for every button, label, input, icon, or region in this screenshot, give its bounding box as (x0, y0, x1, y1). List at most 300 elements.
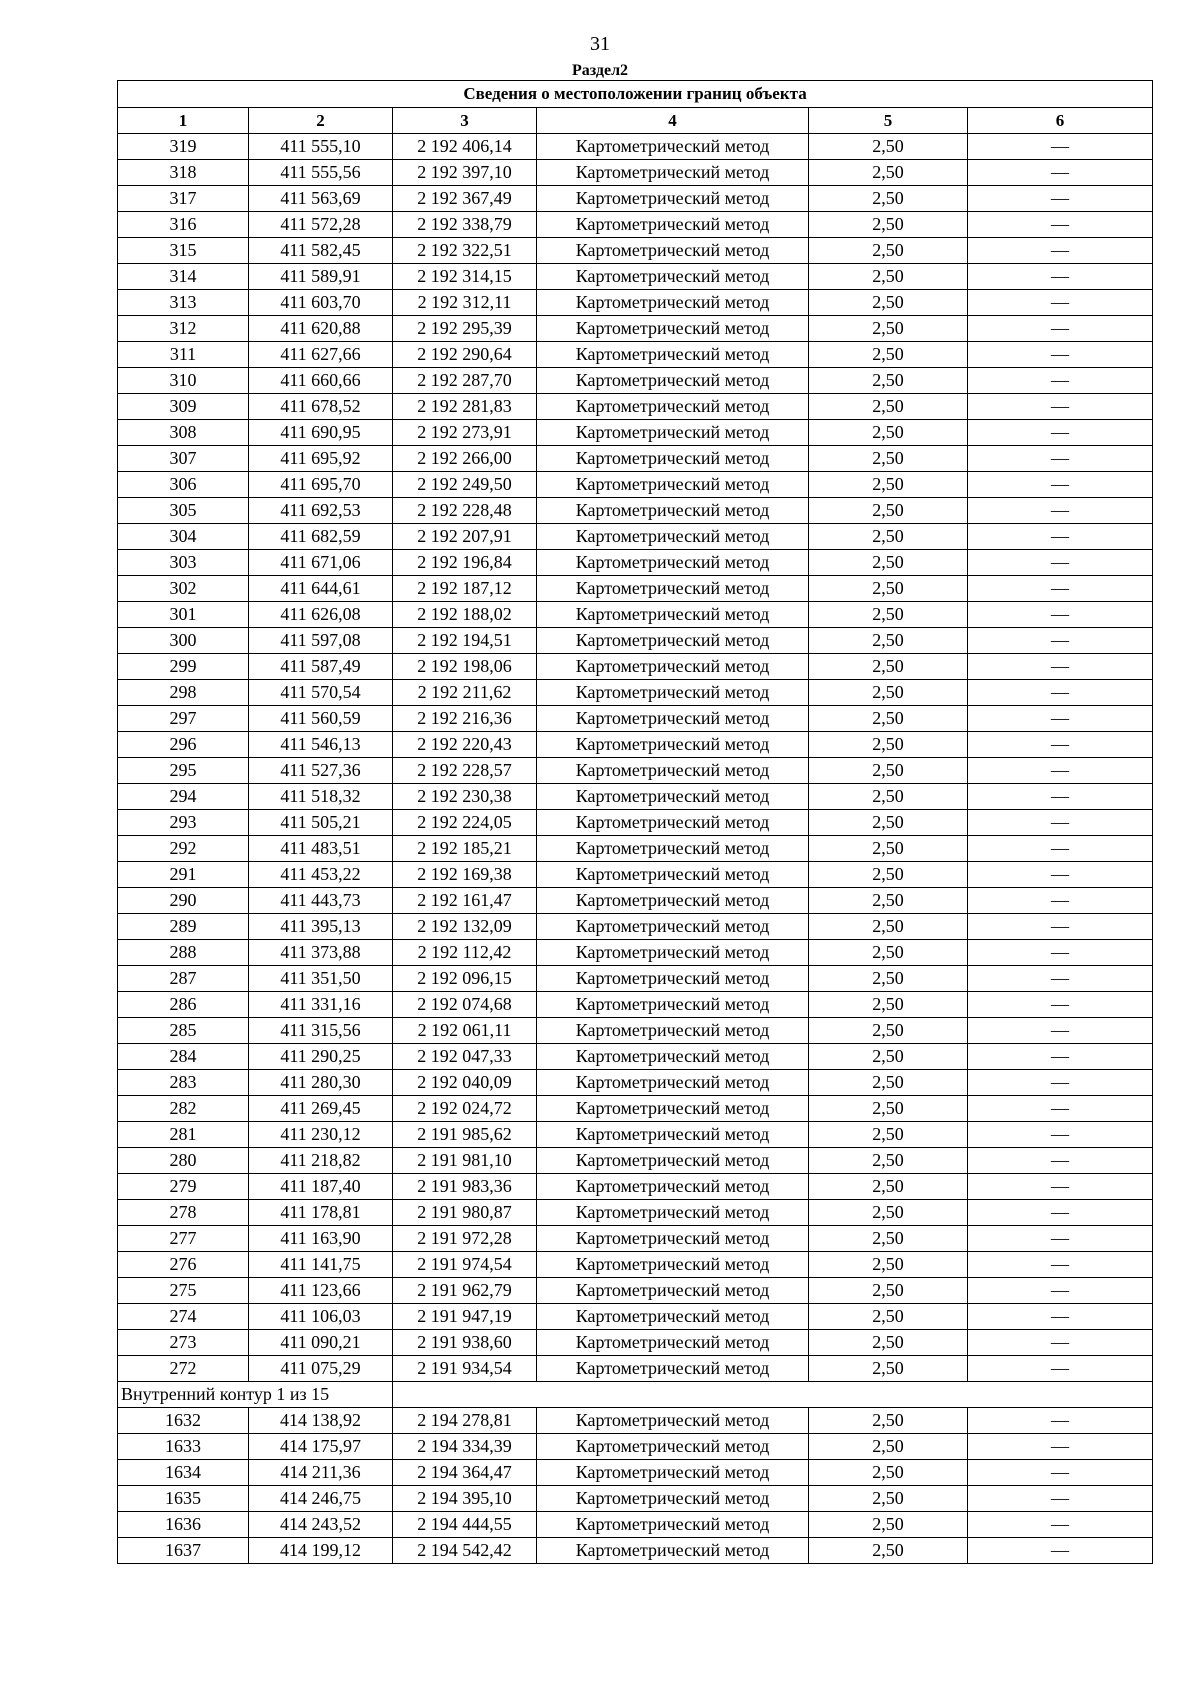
cell-description: — (968, 940, 1153, 966)
cell-accuracy: 2,50 (809, 1200, 968, 1226)
cell-point-number: 1636 (118, 1512, 249, 1538)
cell-description: — (968, 862, 1153, 888)
cell-y-coordinate: 2 191 983,36 (393, 1174, 537, 1200)
cell-x-coordinate: 411 351,50 (249, 966, 393, 992)
cell-x-coordinate: 411 331,16 (249, 992, 393, 1018)
cell-method: Картометрический метод (537, 342, 809, 368)
cell-y-coordinate: 2 191 980,87 (393, 1200, 537, 1226)
table-row (118, 420, 1153, 446)
cell-y-coordinate: 2 192 061,11 (393, 1018, 537, 1044)
page-number: 31 (590, 33, 610, 55)
cell-point-number: 1634 (118, 1460, 249, 1486)
cell-accuracy: 2,50 (809, 186, 968, 212)
cell-x-coordinate: 411 373,88 (249, 940, 393, 966)
cell-x-coordinate: 411 290,25 (249, 1044, 393, 1070)
table-row (118, 940, 1153, 966)
cell-point-number: 1637 (118, 1538, 249, 1564)
table-row (118, 1200, 1153, 1226)
cell-x-coordinate: 411 090,21 (249, 1330, 393, 1356)
table-row (118, 862, 1153, 888)
cell-x-coordinate: 411 603,70 (249, 290, 393, 316)
cell-accuracy: 2,50 (809, 1538, 968, 1564)
cell-point-number: 306 (118, 472, 249, 498)
cell-method: Картометрический метод (537, 134, 809, 160)
cell-x-coordinate: 411 230,12 (249, 1122, 393, 1148)
cell-description: — (968, 1018, 1153, 1044)
cell-x-coordinate: 411 163,90 (249, 1226, 393, 1252)
column-header-4: 4 (537, 108, 809, 134)
table-row (118, 1252, 1153, 1278)
cell-x-coordinate: 411 589,91 (249, 264, 393, 290)
cell-accuracy: 2,50 (809, 1174, 968, 1200)
cell-method: Картометрический метод (537, 264, 809, 290)
cell-description: — (968, 1356, 1153, 1382)
cell-point-number: 281 (118, 1122, 249, 1148)
table-row (118, 654, 1153, 680)
table-row (118, 1408, 1153, 1434)
cell-accuracy: 2,50 (809, 1122, 968, 1148)
cell-description: — (968, 368, 1153, 394)
cell-method: Картометрический метод (537, 628, 809, 654)
cell-accuracy: 2,50 (809, 602, 968, 628)
cell-accuracy: 2,50 (809, 446, 968, 472)
cell-point-number: 295 (118, 758, 249, 784)
cell-accuracy: 2,50 (809, 212, 968, 238)
table-row (118, 524, 1153, 550)
cell-description: — (968, 654, 1153, 680)
cell-y-coordinate: 2 192 249,50 (393, 472, 537, 498)
cell-description: — (968, 160, 1153, 186)
cell-y-coordinate: 2 192 194,51 (393, 628, 537, 654)
cell-accuracy: 2,50 (809, 134, 968, 160)
cell-description: — (968, 1330, 1153, 1356)
cell-point-number: 297 (118, 706, 249, 732)
cell-description: — (968, 1512, 1153, 1538)
cell-point-number: 287 (118, 966, 249, 992)
cell-method: Картометрический метод (537, 446, 809, 472)
cell-method: Картометрический метод (537, 862, 809, 888)
column-header-6: 6 (968, 108, 1153, 134)
cell-point-number: 317 (118, 186, 249, 212)
column-header-row (118, 108, 1153, 134)
cell-x-coordinate: 411 527,36 (249, 758, 393, 784)
cell-accuracy: 2,50 (809, 472, 968, 498)
cell-x-coordinate: 411 218,82 (249, 1148, 393, 1174)
table-row (118, 264, 1153, 290)
subsection-filler (393, 1382, 1153, 1408)
table-row (118, 1434, 1153, 1460)
cell-accuracy: 2,50 (809, 160, 968, 186)
cell-point-number: 294 (118, 784, 249, 810)
cell-description: — (968, 1096, 1153, 1122)
cell-method: Картометрический метод (537, 498, 809, 524)
cell-x-coordinate: 411 178,81 (249, 1200, 393, 1226)
cell-accuracy: 2,50 (809, 1252, 968, 1278)
cell-description: — (968, 992, 1153, 1018)
table-row (118, 368, 1153, 394)
cell-method: Картометрический метод (537, 940, 809, 966)
cell-y-coordinate: 2 191 947,19 (393, 1304, 537, 1330)
cell-accuracy: 2,50 (809, 1044, 968, 1070)
cell-point-number: 1633 (118, 1434, 249, 1460)
cell-y-coordinate: 2 192 047,33 (393, 1044, 537, 1070)
cell-method: Картометрический метод (537, 238, 809, 264)
cell-x-coordinate: 414 211,36 (249, 1460, 393, 1486)
table-row (118, 888, 1153, 914)
cell-method: Картометрический метод (537, 1148, 809, 1174)
cell-description: — (968, 784, 1153, 810)
cell-description: — (968, 1278, 1153, 1304)
cell-accuracy: 2,50 (809, 732, 968, 758)
cell-description: — (968, 836, 1153, 862)
cell-y-coordinate: 2 192 198,06 (393, 654, 537, 680)
cell-y-coordinate: 2 192 132,09 (393, 914, 537, 940)
cell-method: Картометрический метод (537, 1174, 809, 1200)
cell-method: Картометрический метод (537, 1486, 809, 1512)
cell-description: — (968, 134, 1153, 160)
cell-x-coordinate: 411 572,28 (249, 212, 393, 238)
cell-point-number: 284 (118, 1044, 249, 1070)
cell-x-coordinate: 414 199,12 (249, 1538, 393, 1564)
cell-point-number: 1632 (118, 1408, 249, 1434)
cell-description: — (968, 914, 1153, 940)
cell-accuracy: 2,50 (809, 1018, 968, 1044)
table-row (118, 1174, 1153, 1200)
cell-description: — (968, 1408, 1153, 1434)
table-row (118, 472, 1153, 498)
cell-description: — (968, 1304, 1153, 1330)
cell-accuracy: 2,50 (809, 264, 968, 290)
cell-accuracy: 2,50 (809, 862, 968, 888)
table-row (118, 1018, 1153, 1044)
cell-method: Картометрический метод (537, 1434, 809, 1460)
cell-description: — (968, 758, 1153, 784)
cell-y-coordinate: 2 191 938,60 (393, 1330, 537, 1356)
cell-accuracy: 2,50 (809, 1304, 968, 1330)
cell-accuracy: 2,50 (809, 1434, 968, 1460)
cell-x-coordinate: 411 187,40 (249, 1174, 393, 1200)
cell-y-coordinate: 2 192 161,47 (393, 888, 537, 914)
cell-accuracy: 2,50 (809, 1096, 968, 1122)
cell-point-number: 315 (118, 238, 249, 264)
table-row (118, 342, 1153, 368)
cell-accuracy: 2,50 (809, 1148, 968, 1174)
cell-accuracy: 2,50 (809, 1070, 968, 1096)
cell-y-coordinate: 2 192 228,48 (393, 498, 537, 524)
cell-accuracy: 2,50 (809, 1330, 968, 1356)
cell-y-coordinate: 2 192 074,68 (393, 992, 537, 1018)
cell-description: — (968, 498, 1153, 524)
column-header-3: 3 (393, 108, 537, 134)
cell-method: Картометрический метод (537, 316, 809, 342)
table-row (118, 498, 1153, 524)
cell-description: — (968, 238, 1153, 264)
cell-accuracy: 2,50 (809, 1512, 968, 1538)
cell-y-coordinate: 2 194 542,42 (393, 1538, 537, 1564)
cell-accuracy: 2,50 (809, 940, 968, 966)
cell-method: Картометрический метод (537, 758, 809, 784)
table-row (118, 1096, 1153, 1122)
cell-accuracy: 2,50 (809, 914, 968, 940)
cell-accuracy: 2,50 (809, 524, 968, 550)
cell-point-number: 290 (118, 888, 249, 914)
cell-description: — (968, 524, 1153, 550)
cell-y-coordinate: 2 192 040,09 (393, 1070, 537, 1096)
cell-point-number: 282 (118, 1096, 249, 1122)
cell-method: Картометрический метод (537, 1408, 809, 1434)
cell-method: Картометрический метод (537, 680, 809, 706)
cell-x-coordinate: 411 443,73 (249, 888, 393, 914)
cell-method: Картометрический метод (537, 784, 809, 810)
cell-x-coordinate: 411 660,66 (249, 368, 393, 394)
cell-x-coordinate: 411 555,10 (249, 134, 393, 160)
cell-method: Картометрический метод (537, 1304, 809, 1330)
cell-description: — (968, 1122, 1153, 1148)
cell-accuracy: 2,50 (809, 316, 968, 342)
cell-method: Картометрический метод (537, 1330, 809, 1356)
cell-method: Картометрический метод (537, 576, 809, 602)
cell-point-number: 278 (118, 1200, 249, 1226)
cell-method: Картометрический метод (537, 1252, 809, 1278)
cell-y-coordinate: 2 192 406,14 (393, 134, 537, 160)
table-caption-row (118, 81, 1153, 108)
cell-description: — (968, 316, 1153, 342)
cell-description: — (968, 342, 1153, 368)
cell-point-number: 314 (118, 264, 249, 290)
cell-accuracy: 2,50 (809, 1408, 968, 1434)
cell-point-number: 310 (118, 368, 249, 394)
cell-description: — (968, 1538, 1153, 1564)
cell-x-coordinate: 411 546,13 (249, 732, 393, 758)
cell-y-coordinate: 2 194 334,39 (393, 1434, 537, 1460)
cell-x-coordinate: 411 141,75 (249, 1252, 393, 1278)
cell-y-coordinate: 2 191 962,79 (393, 1278, 537, 1304)
cell-description: — (968, 966, 1153, 992)
cell-point-number: 292 (118, 836, 249, 862)
cell-method: Картометрический метод (537, 914, 809, 940)
cell-method: Картометрический метод (537, 602, 809, 628)
cell-point-number: 1635 (118, 1486, 249, 1512)
cell-y-coordinate: 2 192 112,42 (393, 940, 537, 966)
cell-description: — (968, 1148, 1153, 1174)
cell-method: Картометрический метод (537, 524, 809, 550)
table-row (118, 1512, 1153, 1538)
table-caption: Сведения о местоположении границ объекта (118, 81, 1153, 108)
section-title: Раздел2 (571, 62, 629, 79)
cell-method: Картометрический метод (537, 836, 809, 862)
table-row (118, 1070, 1153, 1096)
cell-y-coordinate: 2 192 169,38 (393, 862, 537, 888)
cell-description: — (968, 212, 1153, 238)
cell-x-coordinate: 411 620,88 (249, 316, 393, 342)
cell-x-coordinate: 411 555,56 (249, 160, 393, 186)
cell-point-number: 280 (118, 1148, 249, 1174)
cell-accuracy: 2,50 (809, 966, 968, 992)
cell-point-number: 288 (118, 940, 249, 966)
cell-y-coordinate: 2 192 322,51 (393, 238, 537, 264)
cell-y-coordinate: 2 192 196,84 (393, 550, 537, 576)
cell-y-coordinate: 2 192 224,05 (393, 810, 537, 836)
table-row (118, 680, 1153, 706)
cell-method: Картометрический метод (537, 550, 809, 576)
cell-y-coordinate: 2 192 287,70 (393, 368, 537, 394)
cell-x-coordinate: 411 682,59 (249, 524, 393, 550)
cell-method: Картометрический метод (537, 160, 809, 186)
cell-method: Картометрический метод (537, 472, 809, 498)
cell-description: — (968, 472, 1153, 498)
cell-accuracy: 2,50 (809, 394, 968, 420)
table-row (118, 784, 1153, 810)
cell-y-coordinate: 2 192 188,02 (393, 602, 537, 628)
cell-point-number: 277 (118, 1226, 249, 1252)
column-header-5: 5 (809, 108, 968, 134)
cell-accuracy: 2,50 (809, 420, 968, 446)
table-row (118, 810, 1153, 836)
cell-method: Картометрический метод (537, 212, 809, 238)
cell-point-number: 283 (118, 1070, 249, 1096)
cell-method: Картометрический метод (537, 888, 809, 914)
table-row (118, 316, 1153, 342)
cell-y-coordinate: 2 191 972,28 (393, 1226, 537, 1252)
cell-y-coordinate: 2 192 228,57 (393, 758, 537, 784)
cell-x-coordinate: 414 175,97 (249, 1434, 393, 1460)
cell-accuracy: 2,50 (809, 576, 968, 602)
cell-x-coordinate: 411 505,21 (249, 810, 393, 836)
cell-y-coordinate: 2 192 367,49 (393, 186, 537, 212)
cell-method: Картометрический метод (537, 420, 809, 446)
table-row (118, 1278, 1153, 1304)
cell-x-coordinate: 414 246,75 (249, 1486, 393, 1512)
cell-point-number: 316 (118, 212, 249, 238)
cell-y-coordinate: 2 192 312,11 (393, 290, 537, 316)
table-row (118, 186, 1153, 212)
cell-description: — (968, 1460, 1153, 1486)
cell-description: — (968, 186, 1153, 212)
cell-x-coordinate: 411 315,56 (249, 1018, 393, 1044)
cell-accuracy: 2,50 (809, 680, 968, 706)
cell-point-number: 299 (118, 654, 249, 680)
cell-accuracy: 2,50 (809, 784, 968, 810)
table-row (118, 602, 1153, 628)
cell-description: — (968, 810, 1153, 836)
cell-description: — (968, 680, 1153, 706)
cell-point-number: 279 (118, 1174, 249, 1200)
cell-accuracy: 2,50 (809, 1460, 968, 1486)
cell-x-coordinate: 411 587,49 (249, 654, 393, 680)
cell-method: Картометрический метод (537, 810, 809, 836)
table-row (118, 628, 1153, 654)
cell-description: — (968, 888, 1153, 914)
cell-x-coordinate: 411 395,13 (249, 914, 393, 940)
cell-point-number: 285 (118, 1018, 249, 1044)
cell-x-coordinate: 411 678,52 (249, 394, 393, 420)
cell-x-coordinate: 411 644,61 (249, 576, 393, 602)
cell-method: Картометрический метод (537, 1512, 809, 1538)
cell-point-number: 273 (118, 1330, 249, 1356)
cell-point-number: 301 (118, 602, 249, 628)
cell-method: Картометрический метод (537, 1460, 809, 1486)
cell-x-coordinate: 414 138,92 (249, 1408, 393, 1434)
table-row (118, 992, 1153, 1018)
cell-y-coordinate: 2 192 024,72 (393, 1096, 537, 1122)
cell-description: — (968, 1070, 1153, 1096)
cell-method: Картометрический метод (537, 706, 809, 732)
cell-point-number: 302 (118, 576, 249, 602)
cell-description: — (968, 1252, 1153, 1278)
cell-y-coordinate: 2 192 211,62 (393, 680, 537, 706)
cell-x-coordinate: 411 627,66 (249, 342, 393, 368)
cell-method: Картометрический метод (537, 394, 809, 420)
cell-accuracy: 2,50 (809, 342, 968, 368)
cell-y-coordinate: 2 192 290,64 (393, 342, 537, 368)
cell-point-number: 275 (118, 1278, 249, 1304)
cell-y-coordinate: 2 192 207,91 (393, 524, 537, 550)
table-row (118, 966, 1153, 992)
table-row (118, 394, 1153, 420)
table-row (118, 1226, 1153, 1252)
table-row (118, 732, 1153, 758)
boundary-coordinates-table (117, 80, 1153, 1564)
cell-description: — (968, 628, 1153, 654)
cell-point-number: 291 (118, 862, 249, 888)
cell-accuracy: 2,50 (809, 550, 968, 576)
cell-description: — (968, 576, 1153, 602)
cell-accuracy: 2,50 (809, 1356, 968, 1382)
cell-accuracy: 2,50 (809, 290, 968, 316)
cell-method: Картометрический метод (537, 1538, 809, 1564)
cell-point-number: 311 (118, 342, 249, 368)
cell-accuracy: 2,50 (809, 1278, 968, 1304)
cell-x-coordinate: 411 483,51 (249, 836, 393, 862)
cell-point-number: 308 (118, 420, 249, 446)
cell-x-coordinate: 411 597,08 (249, 628, 393, 654)
cell-x-coordinate: 411 075,29 (249, 1356, 393, 1382)
cell-x-coordinate: 411 690,95 (249, 420, 393, 446)
cell-y-coordinate: 2 191 981,10 (393, 1148, 537, 1174)
cell-description: — (968, 1044, 1153, 1070)
cell-point-number: 309 (118, 394, 249, 420)
cell-y-coordinate: 2 192 295,39 (393, 316, 537, 342)
table-row (118, 238, 1153, 264)
cell-accuracy: 2,50 (809, 1486, 968, 1512)
cell-method: Картометрический метод (537, 1018, 809, 1044)
table-row (118, 1330, 1153, 1356)
cell-x-coordinate: 411 695,70 (249, 472, 393, 498)
cell-y-coordinate: 2 194 444,55 (393, 1512, 537, 1538)
cell-y-coordinate: 2 192 314,15 (393, 264, 537, 290)
cell-point-number: 300 (118, 628, 249, 654)
cell-y-coordinate: 2 192 096,15 (393, 966, 537, 992)
cell-y-coordinate: 2 194 278,81 (393, 1408, 537, 1434)
cell-method: Картометрический метод (537, 290, 809, 316)
table-row (118, 576, 1153, 602)
cell-x-coordinate: 411 560,59 (249, 706, 393, 732)
cell-x-coordinate: 411 106,03 (249, 1304, 393, 1330)
cell-y-coordinate: 2 192 273,91 (393, 420, 537, 446)
cell-x-coordinate: 411 582,45 (249, 238, 393, 264)
cell-point-number: 296 (118, 732, 249, 758)
cell-x-coordinate: 411 453,22 (249, 862, 393, 888)
table-row (118, 1486, 1153, 1512)
cell-point-number: 276 (118, 1252, 249, 1278)
cell-x-coordinate: 411 695,92 (249, 446, 393, 472)
cell-x-coordinate: 411 518,32 (249, 784, 393, 810)
table-row (118, 1148, 1153, 1174)
table-row (118, 836, 1153, 862)
cell-point-number: 307 (118, 446, 249, 472)
cell-x-coordinate: 411 123,66 (249, 1278, 393, 1304)
table-row (118, 758, 1153, 784)
